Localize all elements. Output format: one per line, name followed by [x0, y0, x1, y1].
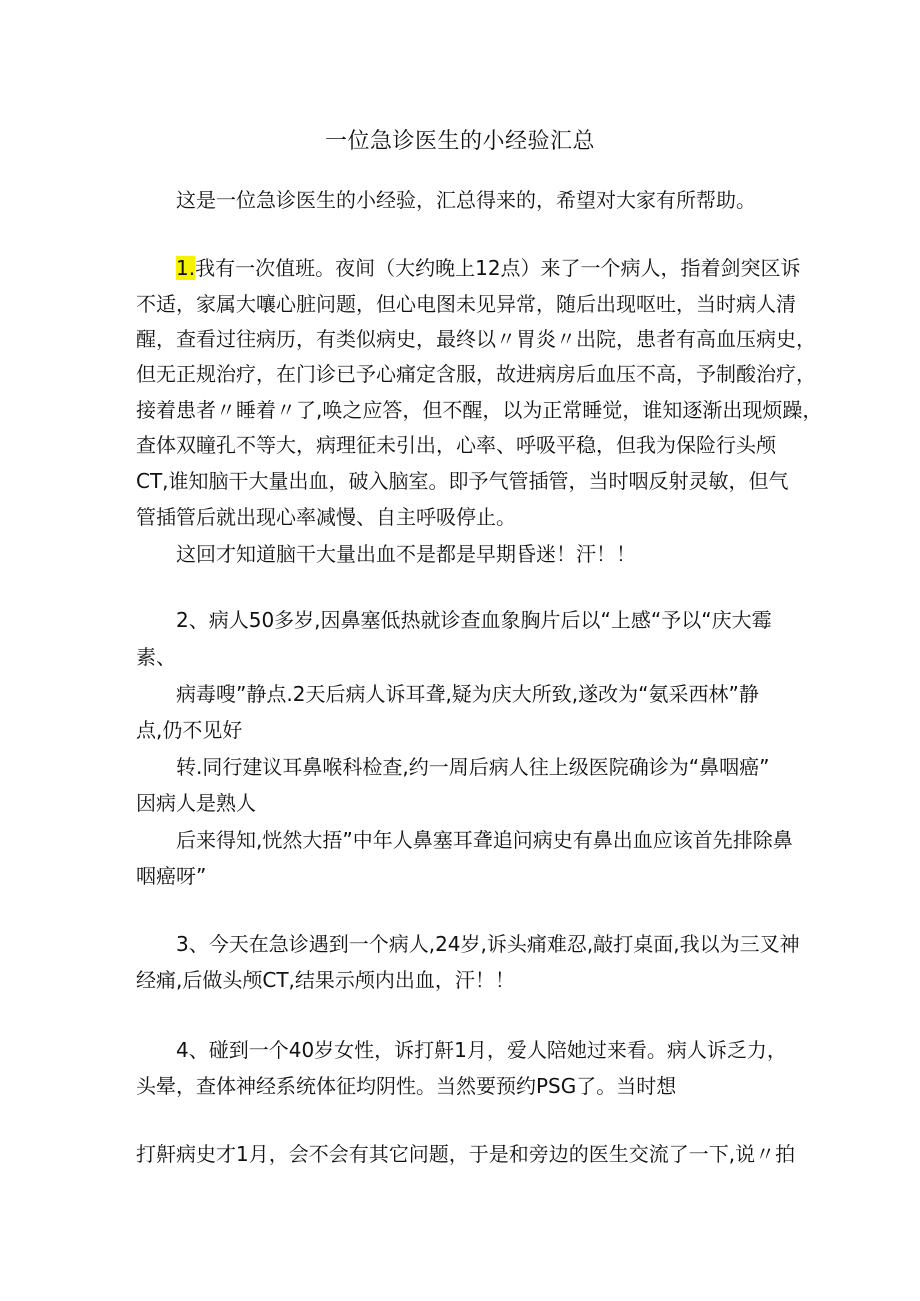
- case4-line: 4、碰到一个40岁女性，诉打鼾1月，爱人陪她过来看。病人诉乏力，: [176, 1038, 787, 1062]
- case2-line: 转.同行建议耳鼻喉科检查,约一周后病人往上级医院确诊为“鼻咽癌”: [176, 755, 770, 779]
- case1-line: 但无正规治疗，在门诊已予心痛定含服，故进病房后血压不高，予制酸治疗，: [136, 362, 816, 386]
- case4-line: 头晕，查体神经系统体征均阴性。当然要预约PSG了。当时想: [136, 1074, 677, 1098]
- case2-line: 病毒嗖”静点.2天后病人诉耳聋,疑为庆大所致,遂改为“氨采西林”静: [176, 682, 759, 706]
- case2-line: 因病人是熟人: [136, 791, 256, 815]
- case1-conclusion: 这回才知道脑干大量出血不是都是早期昏迷！汗！！: [176, 542, 636, 566]
- case2-line: 咽癌呀”: [136, 864, 207, 888]
- case4-line: 打鼾病史才1月，会不会有其它问题，于是和旁边的医生交流了一下,说〃拍: [136, 1142, 796, 1166]
- case2-line: 素、: [136, 645, 176, 669]
- case1-line: 接着患者〃睡着〃了,唤之应答，但不醒，以为正常睡觉，谁知逐渐出现烦躁，: [136, 398, 823, 422]
- case1-number-highlight: 1.: [176, 256, 196, 280]
- case2-line: 后来得知,恍然大捂”中年人鼻塞耳聋追问病史有鼻出血应该首先排除鼻: [176, 828, 793, 852]
- case2-line: 点,仍不见好: [136, 718, 243, 742]
- intro-paragraph: 这是一位急诊医生的小经验，汇总得来的，希望对大家有所帮助。: [176, 188, 756, 212]
- case1-line: 查体双瞳孔不等大，病理征未引出，心率、呼吸平稳，但我为保险行头颅: [136, 433, 776, 457]
- case3-line: 3、今天在急诊遇到一个病人,24岁,诉头痛难忍,敲打桌面,我以为三叉神: [176, 932, 800, 956]
- case1-line: 不适，家属大嚷心脏问题，但心电图未见异常，随后出现呕吐，当时病人清: [136, 292, 796, 316]
- case1-line: 醒，查看过往病历，有类似病史，最终以〃胃炎〃出院，患者有高血压病史，: [136, 327, 816, 351]
- case3-line: 经痛,后做头颅CT,结果示颅内出血，汗！！: [136, 968, 515, 992]
- case1-line: 管插管后就出现心率减慢、自主呼吸停止。: [136, 505, 516, 529]
- case1-line: 我有一次值班。夜间（大约晚上12点）来了一个病人，指着剑突区诉: [195, 256, 801, 280]
- case1-line: CT,谁知脑干大量出血，破入脑室。即予气管插管，当时咽反射灵敏，但气: [136, 469, 789, 493]
- case1-first-line: [176, 254, 801, 282]
- case2-line: 2、病人50多岁,因鼻塞低热就诊查血象胸片后以“上感“予以“庆大霉: [176, 608, 772, 632]
- document-title: 一位急诊医生的小经验汇总: [324, 129, 595, 154]
